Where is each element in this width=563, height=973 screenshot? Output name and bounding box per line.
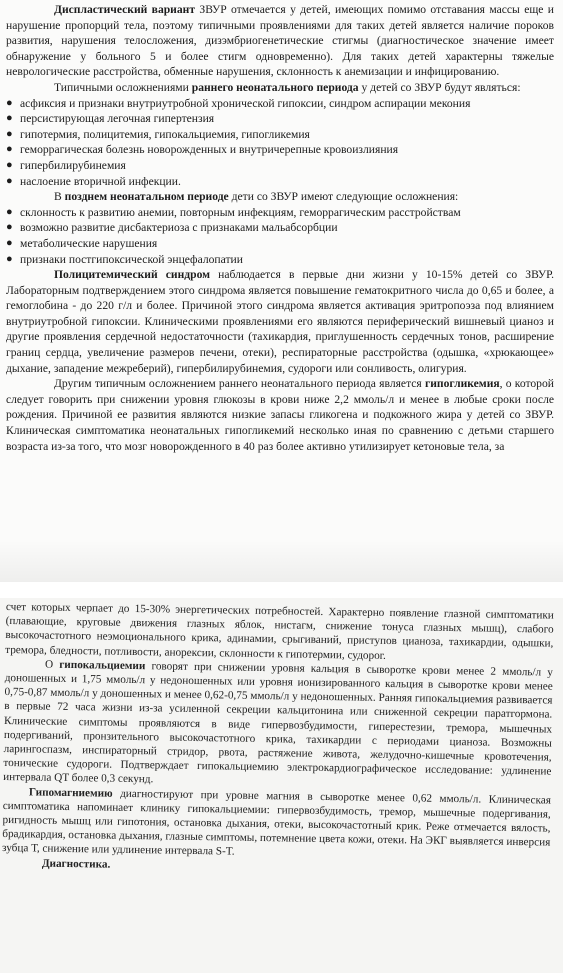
paragraph-text: дети со ЗВУР имеют следующие осложнения:: [228, 190, 459, 204]
list-item: [6, 127, 554, 143]
bullet-icon: ●: [6, 143, 13, 156]
list-item: [6, 252, 554, 268]
paragraph-hypoglycemia: [6, 376, 554, 454]
paragraph-late-complications-intro: [6, 189, 554, 205]
list-item-text: метаболические нарушения: [20, 236, 158, 250]
bullet-icon: ●: [6, 205, 13, 218]
paragraph-text: , о которой следует говорить при снижении уровня глюкозы в крови ниже 2,2 ммоль/л и менее в любые сроки после рождения. Причиной ее развития являются низкие запасы гликогена и подкожного жира у детей со ЗВУР. Клиническая симптоматика неонатальных гипогликемий несколько иная по сравнению с детьми старшего возраста из-за того, что мозг новорожденного в 40 раз более активно утилизирует кетоновые тела, за: [6, 377, 554, 453]
list-item-text: гипербилирубинемия: [20, 158, 126, 172]
paragraph-text: говорят при снижении уровня кальция в сыворотке крови менее 2 ммоль/л у доношенных и 1,75 ммоль/л у недоношенных или уровня ионизированного кальция в сыворотке крови менее 0,75-0,87 ммоль/л у доношенных и менее 0,62-0,75 ммоль/л у недоношенных. Ранняя гипокальциемия развивается в первые 72 часа жизни из-за усиленной секреции кальцитонина или сниженной секреции паратгормона. Клинические симптомы проявляются в виде гипервозбудимости, гиперестезии, тремора, мышечных подергиваний, пронзительного высокочастотного крика, тахикардии с периодами цианоза. Возможны ларингоспазм, инспираторный стридор, рвота, растяжение живота, желудочно-кишечные кровотечения, тонические судороги. Подтверждает гипокальциемию электрокардиографическое исследование: удлинение интервала QT более 0,3 секунд.: [3, 660, 554, 786]
list-item: [6, 96, 554, 112]
paragraph-early-complications-intro: [6, 80, 554, 96]
list-item: [6, 158, 554, 174]
scan-shadow: [0, 540, 563, 582]
list-item: [6, 220, 554, 236]
bullet-icon: ●: [6, 236, 13, 249]
term-hypoglycemia: гипогликемия: [424, 377, 500, 391]
late-complications-list: [6, 205, 554, 267]
paragraph-text: Типичными осложнениями: [54, 80, 192, 94]
scan-page-bottom: [0, 598, 563, 973]
paragraph-text: О: [44, 658, 60, 671]
bullet-icon: ●: [6, 158, 13, 171]
bullet-icon: ●: [6, 252, 13, 265]
paragraph-text: наблюдается в первые дни жизни у 10-15% детей со ЗВУР. Лабораторным подтверждением этого синдрома является повышение гематокритного числа до 0,65 и более, а гемоглобина - до 220 г/л и более. Причиной этого синдрома является активация эритропоэза под влиянием внутриутробной гипоксии. Клиническими проявлениями его являются периферический вишневый цианоз и другие проявления сердечной недостаточности (тахикардия, приглушенность сердечных тонов, расширение границ сердца, увеличение размеров печени, отеки), респираторные расстройства (одышка, «хрюкающее» дыхание, западение межреберий), гипербилирубинемия, судороги или сонливость, олигурия.: [6, 268, 554, 375]
list-item-text: наслоение вторичной инфекции.: [20, 174, 181, 188]
page-gap: [0, 582, 563, 598]
paragraph-text: Другим типичным осложнением раннего неонатального периода является: [54, 377, 425, 391]
list-item: [6, 205, 554, 221]
paragraph-text: ЗВУР отмечается у детей, имеющих помимо отставания массы еще и нарушение пропорций тела, поэтому типичными проявлениями для таких детей является наличие пороков развития, нарушения телосложения, дизэмбриогенетические стигмы (диагностическое значение имеет обнаружение у больного 5 и более стигм одновременно). Для таких детей характерны тяжелые неврологические расстройства, обменные нарушения, склонность к анемизации и инфицированию.: [6, 3, 554, 79]
term-hypomagnesemia: Гипомагниемию: [28, 786, 113, 800]
bullet-icon: ●: [6, 127, 13, 140]
text-column-top: [6, 2, 554, 454]
bullet-icon: ●: [6, 174, 13, 187]
term-early-neonatal-period: раннего неонатального периода: [191, 80, 359, 94]
list-item-text: гипотермия, полицитемия, гипокальциемия, гипогликемия: [20, 127, 310, 141]
list-item: [6, 142, 554, 158]
text-column-bottom: [2, 600, 554, 878]
paragraph-text: у детей со ЗВУР будут являться:: [358, 80, 521, 94]
list-item-text: признаки постгипоксической энцефалопатии: [20, 252, 243, 266]
bullet-icon: ●: [6, 221, 13, 234]
paragraph-text: диагностируют при уровне магния в сыворотке менее 0,62 ммоль/л. Клиническая симптоматика напоминает клинику гипокальциемии: гипервозбудимость, тремор, мышечные подергивания, ригидность мышц или гипотония, остановка дыхания, отеки, высокочастотный крик. Реже отмечается вялость, брадикардия, остановка дыхания, глазные симптомы, потемнение цвета кожи, отеки. На ЭКГ выявляется инверсия зубца Т, снижение или удлинение интервала S-T.: [2, 787, 552, 859]
list-item: [6, 111, 554, 127]
early-complications-list: [6, 96, 554, 190]
list-item: [6, 174, 554, 190]
paragraph-hypomagnesemia: [2, 785, 551, 865]
bullet-icon: ●: [6, 96, 13, 109]
bullet-icon: ●: [6, 112, 13, 125]
list-item-text: возможно развитие дисбактериоза с признаками мальабсорбции: [20, 221, 338, 235]
term-dysplastic-variant: Диспластический вариант: [54, 3, 196, 16]
term-polycythemic-syndrome: Полицитемический синдром: [54, 268, 211, 282]
paragraph-hypoglycemia-continued: счет которых черпает до 15-30% энергетических потребностей. Характерно появление глазной симптоматики (плавающие, круговые движения глазных яблок, нистагм, снижение тонуса глазных мышц), слабого высокочастотного неэмоционального крика, адинамии, срыгиваний, приступов цианоза, тахикардии, одышки, тремора, бледности, потливости, анорексии, склонности к гипотермии, судорог.: [5, 600, 554, 662]
paragraph-text: В: [54, 190, 65, 204]
term-late-neonatal-period: позднем неонатальном периоде: [64, 190, 229, 204]
list-item-text: склонность к развитию анемии, повторным инфекциям, геморрагическим расстройствам: [20, 205, 461, 219]
paragraph-polycythemic-syndrome: [6, 267, 554, 376]
list-item-text: геморрагическая болезнь новорожденных и внутричерепные кровоизлияния: [20, 143, 399, 157]
section-heading-diagnostics: Диагностика.: [41, 857, 111, 871]
list-item: [6, 236, 554, 252]
paragraph-dysplastic-variant: [6, 2, 554, 80]
list-item-text: асфиксия и признаки внутриутробной хронической гипоксии, синдром аспирации мекония: [20, 96, 471, 110]
list-item-text: персистирующая легочная гипертензия: [20, 112, 215, 126]
paragraph-hypocalcemia: [3, 657, 553, 793]
term-hypocalcemia: гипокальциемии: [59, 658, 146, 673]
